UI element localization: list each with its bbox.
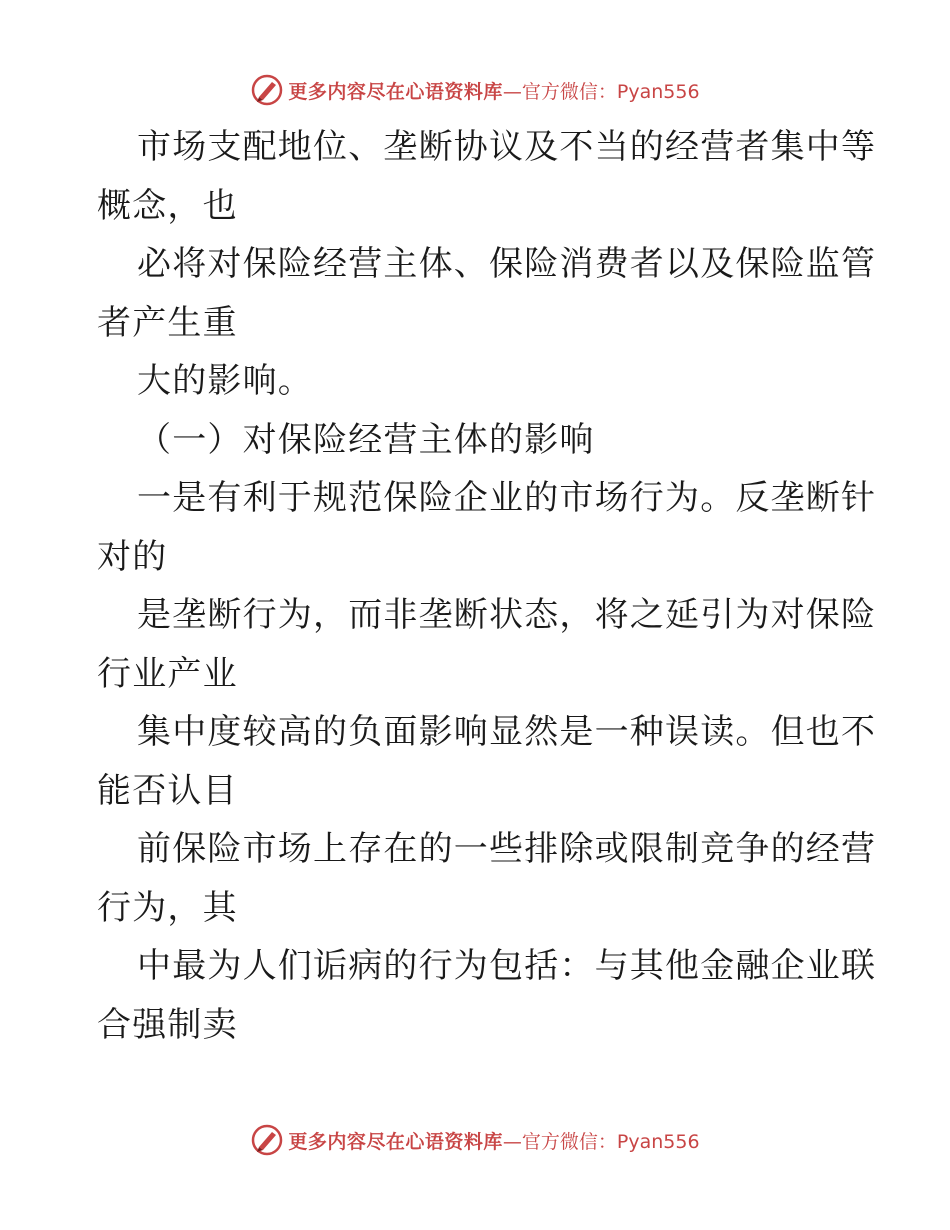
- text-line: 中最为人们诟病的行为包括：与其他金融企业联: [137, 946, 877, 986]
- text-line: 市场支配地位、垄断协议及不当的经营者集中等: [137, 127, 877, 167]
- watermark-sub-text: —官方微信：Pyan556: [502, 1130, 700, 1153]
- text-line: 概念，也: [97, 185, 238, 226]
- pen-logo-icon: [250, 73, 284, 107]
- watermark-main-text: 更多内容尽在心语资料库: [288, 1130, 503, 1153]
- text-line: 能否认目: [97, 770, 238, 811]
- watermark-main-text: 更多内容尽在心语资料库: [288, 80, 503, 103]
- text-line: 行业产业: [97, 653, 238, 694]
- header-watermark: [0, 70, 950, 110]
- text-line: 合强制卖: [97, 1004, 238, 1045]
- text-line: 必将对保险经营主体、保险消费者以及保险监管: [137, 244, 877, 284]
- text-line: 大的影响。: [137, 361, 313, 401]
- text-line: 者产生重: [97, 302, 238, 343]
- text-line: 一是有利于规范保险企业的市场行为。反垄断针: [137, 478, 877, 518]
- document-body: [97, 118, 877, 1054]
- text-line: 是垄断行为，而非垄断状态，将之延引为对保险: [137, 595, 877, 635]
- pen-logo-icon: [250, 1123, 284, 1157]
- section-heading: （一）对保险经营主体的影响: [137, 419, 595, 460]
- text-line: 集中度较高的负面影响显然是一种误读。但也不: [137, 712, 877, 752]
- text-line: 对的: [97, 536, 168, 577]
- text-line: 行为，其: [97, 887, 238, 928]
- text-line: 前保险市场上存在的一些排除或限制竞争的经营: [137, 829, 877, 869]
- footer-watermark: [0, 1120, 950, 1160]
- watermark-sub-text: —官方微信：Pyan556: [502, 80, 700, 103]
